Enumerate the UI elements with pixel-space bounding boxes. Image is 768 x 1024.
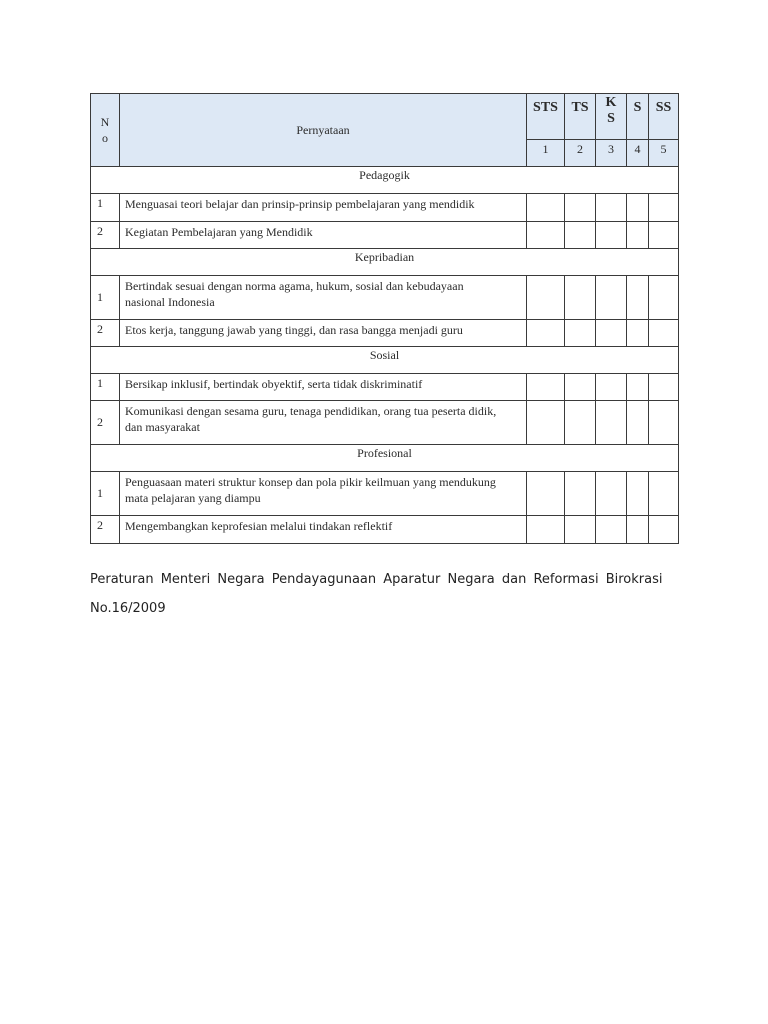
row-number: 2 (91, 401, 120, 445)
section-kepribadian: Kepribadian (91, 249, 679, 276)
rating-cell-ks[interactable] (596, 401, 627, 445)
section-sosial: Sosial (91, 347, 679, 374)
rating-cell-ss[interactable] (649, 516, 679, 544)
rating-cell-s[interactable] (627, 374, 649, 401)
rating-cell-s[interactable] (627, 222, 649, 249)
rating-cell-s[interactable] (627, 401, 649, 445)
rating-cell-s[interactable] (627, 320, 649, 347)
rating-cell-ks[interactable] (596, 374, 627, 401)
rating-cell-ks[interactable] (596, 222, 627, 249)
table-row (91, 222, 679, 249)
rating-cell-ss[interactable] (649, 401, 679, 445)
header-sts: STS (527, 94, 565, 140)
table-row (91, 401, 679, 445)
rating-cell-sts[interactable] (527, 374, 565, 401)
row-statement (120, 472, 527, 516)
row-statement (120, 276, 527, 320)
regulation-caption: Peraturan Menteri Negara Pendayagunaan Aparatur Negara dan Reformasi Birokrasi (90, 572, 663, 587)
rating-cell-sts[interactable] (527, 320, 565, 347)
row-statement-line: nasional Indonesia (125, 295, 215, 309)
row-number: 1 (91, 276, 120, 320)
rating-cell-ts[interactable] (565, 472, 596, 516)
row-statement-line: Komunikasi dengan sesama guru, tenaga pendidikan, orang tua peserta didik, (125, 404, 497, 418)
table-row (91, 194, 679, 222)
rating-cell-ts[interactable] (565, 222, 596, 249)
rating-cell-sts[interactable] (527, 276, 565, 320)
table-row (91, 472, 679, 516)
row-statement: Kegiatan Pembelajaran yang Mendidik (120, 222, 527, 249)
rating-cell-ks[interactable] (596, 472, 627, 516)
rating-cell-s[interactable] (627, 194, 649, 222)
header-ss: SS (649, 94, 679, 140)
scale-value-3: 3 (596, 140, 627, 167)
rating-cell-ts[interactable] (565, 320, 596, 347)
row-statement-line: Penguasaan materi struktur konsep dan pola pikir keilmuan yang mendukung (125, 475, 496, 489)
rating-cell-ss[interactable] (649, 276, 679, 320)
rating-cell-s[interactable] (627, 516, 649, 544)
row-number: 1 (91, 194, 120, 222)
row-statement: Menguasai teori belajar dan prinsip-prinsip pembelajaran yang mendidik (120, 194, 527, 222)
section-profesional: Profesional (91, 445, 679, 472)
header-ks-bottom: S (607, 111, 615, 126)
rating-cell-ss[interactable] (649, 472, 679, 516)
header-ts: TS (565, 94, 596, 140)
row-number: 2 (91, 516, 120, 544)
rating-cell-ks[interactable] (596, 194, 627, 222)
table-row (91, 516, 679, 544)
row-statement-line: Bertindak sesuai dengan norma agama, hukum, sosial dan kebudayaan (125, 279, 464, 293)
row-number: 2 (91, 222, 120, 249)
rating-cell-ts[interactable] (565, 374, 596, 401)
rating-cell-ss[interactable] (649, 320, 679, 347)
section-pedagogik: Pedagogik (91, 167, 679, 194)
rating-cell-ts[interactable] (565, 401, 596, 445)
rating-cell-s[interactable] (627, 276, 649, 320)
table-row (91, 320, 679, 347)
rating-cell-sts[interactable] (527, 222, 565, 249)
rating-cell-sts[interactable] (527, 194, 565, 222)
row-number: 1 (91, 472, 120, 516)
row-number: 1 (91, 374, 120, 401)
rating-cell-sts[interactable] (527, 516, 565, 544)
table-row (91, 276, 679, 320)
header-no (91, 94, 120, 167)
row-number: 2 (91, 320, 120, 347)
header-ks-top: K (605, 95, 617, 110)
questionnaire-table (90, 93, 679, 544)
row-statement (120, 401, 527, 445)
regulation-number: No.16/2009 (90, 601, 166, 616)
rating-cell-ks[interactable] (596, 276, 627, 320)
row-statement-line: dan masyarakat (125, 420, 200, 434)
scale-value-5: 5 (649, 140, 679, 167)
row-statement: Etos kerja, tanggung jawab yang tinggi, dan rasa bangga menjadi guru (120, 320, 527, 347)
rating-cell-ks[interactable] (596, 320, 627, 347)
header-s: S (627, 94, 649, 140)
rating-cell-ks[interactable] (596, 516, 627, 544)
scale-value-4: 4 (627, 140, 649, 167)
rating-cell-ss[interactable] (649, 374, 679, 401)
rating-cell-s[interactable] (627, 472, 649, 516)
rating-cell-ts[interactable] (565, 516, 596, 544)
scale-value-1: 1 (527, 140, 565, 167)
header-no-bottom: o (102, 131, 108, 145)
row-statement: Mengembangkan keprofesian melalui tindakan reflektif (120, 516, 527, 544)
header-pernyataan: Pernyataan (120, 94, 527, 167)
rating-cell-ss[interactable] (649, 222, 679, 249)
rating-cell-ts[interactable] (565, 194, 596, 222)
scale-value-2: 2 (565, 140, 596, 167)
table-row (91, 374, 679, 401)
rating-cell-ss[interactable] (649, 194, 679, 222)
rating-cell-ts[interactable] (565, 276, 596, 320)
rating-cell-sts[interactable] (527, 472, 565, 516)
rating-cell-sts[interactable] (527, 401, 565, 445)
header-no-top: N (100, 115, 110, 129)
row-statement: Bersikap inklusif, bertindak obyektif, serta tidak diskriminatif (120, 374, 527, 401)
header-ks (596, 94, 627, 140)
row-statement-line: mata pelajaran yang diampu (125, 491, 261, 505)
